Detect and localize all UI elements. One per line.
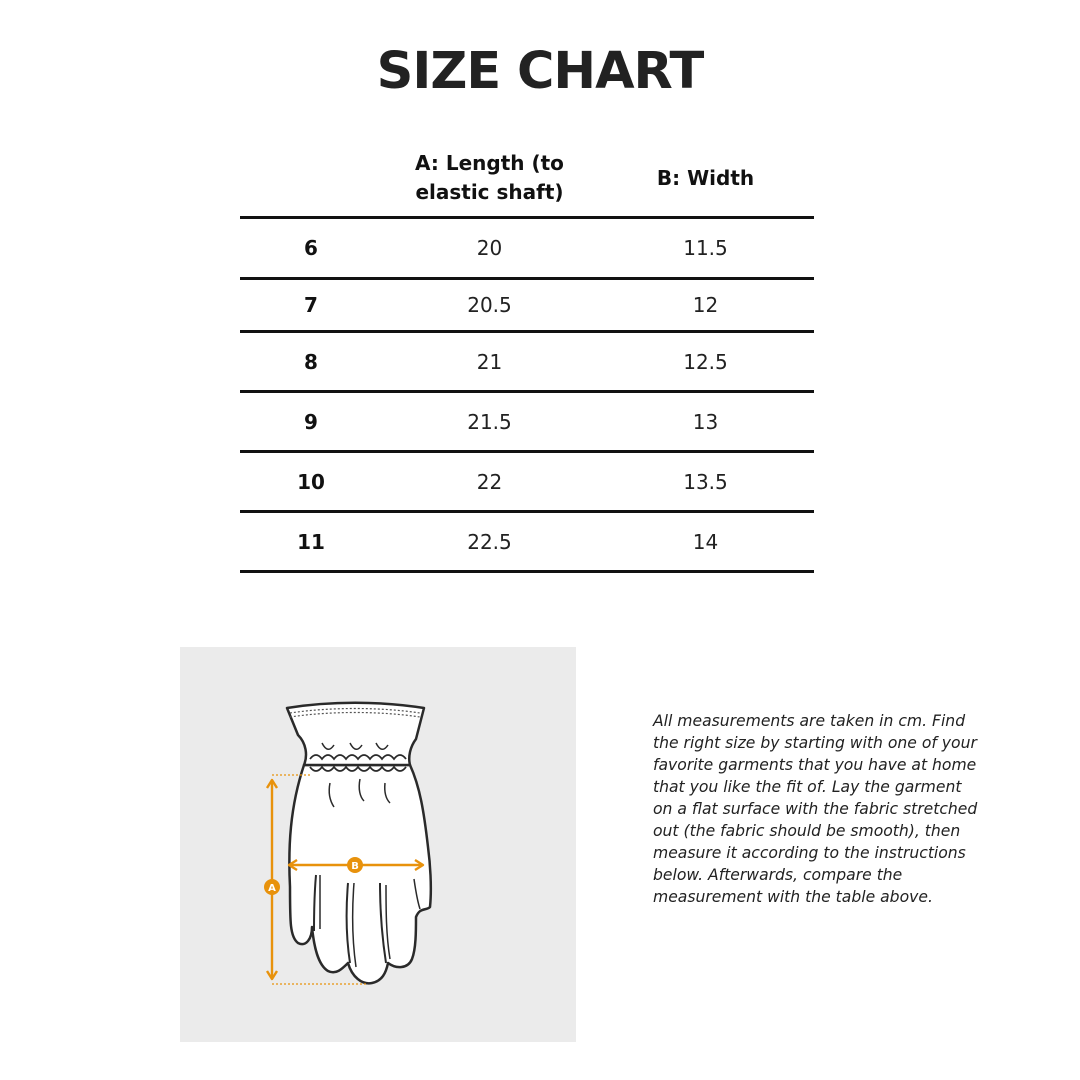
length-cell: 20 bbox=[476, 236, 503, 260]
width-cell: 14 bbox=[692, 529, 719, 554]
length-cell: 21.5 bbox=[467, 409, 512, 434]
table-body bbox=[240, 219, 814, 573]
table-row bbox=[240, 513, 814, 573]
label-a: A bbox=[268, 883, 276, 894]
size-table bbox=[240, 140, 814, 573]
label-b: B bbox=[351, 861, 359, 872]
table-row bbox=[240, 393, 814, 453]
width-cell: 13.5 bbox=[683, 469, 728, 494]
table-row bbox=[240, 333, 814, 393]
width-cell: 11.5 bbox=[683, 236, 728, 260]
table-header bbox=[240, 140, 814, 219]
header-size bbox=[240, 140, 382, 216]
size-cell: 7 bbox=[304, 293, 318, 317]
measurement-note: All measurements are taken in cm. Find the right size by starting with one of your favorite garments that you have at home that you like the fit of. Lay the garment on a flat surface with the fabric stretched out (the fabric should be smooth), then measure it according to the instructions below. Afterwards, compare the measurement with the table above. bbox=[653, 712, 978, 906]
size-cell: 8 bbox=[304, 349, 318, 374]
size-cell: 10 bbox=[297, 469, 325, 494]
table-row bbox=[240, 219, 814, 280]
size-cell: 6 bbox=[304, 236, 318, 260]
table-row bbox=[240, 280, 814, 333]
page-title: SIZE CHART bbox=[376, 42, 704, 101]
length-cell: 21 bbox=[476, 349, 503, 374]
size-cell: 11 bbox=[297, 529, 325, 554]
glove-icon bbox=[180, 647, 576, 1042]
width-cell: 13 bbox=[692, 409, 719, 434]
length-cell: 22.5 bbox=[467, 529, 512, 554]
table-row bbox=[240, 453, 814, 513]
length-cell: 22 bbox=[476, 469, 503, 494]
width-cell: 12.5 bbox=[683, 349, 728, 374]
header-length: A: Length (to elastic shaft) bbox=[415, 151, 564, 204]
length-cell: 20.5 bbox=[467, 293, 512, 317]
header-width: B: Width bbox=[656, 165, 755, 190]
width-cell: 12 bbox=[692, 293, 719, 317]
glove-diagram bbox=[180, 647, 576, 1042]
size-cell: 9 bbox=[304, 409, 318, 434]
